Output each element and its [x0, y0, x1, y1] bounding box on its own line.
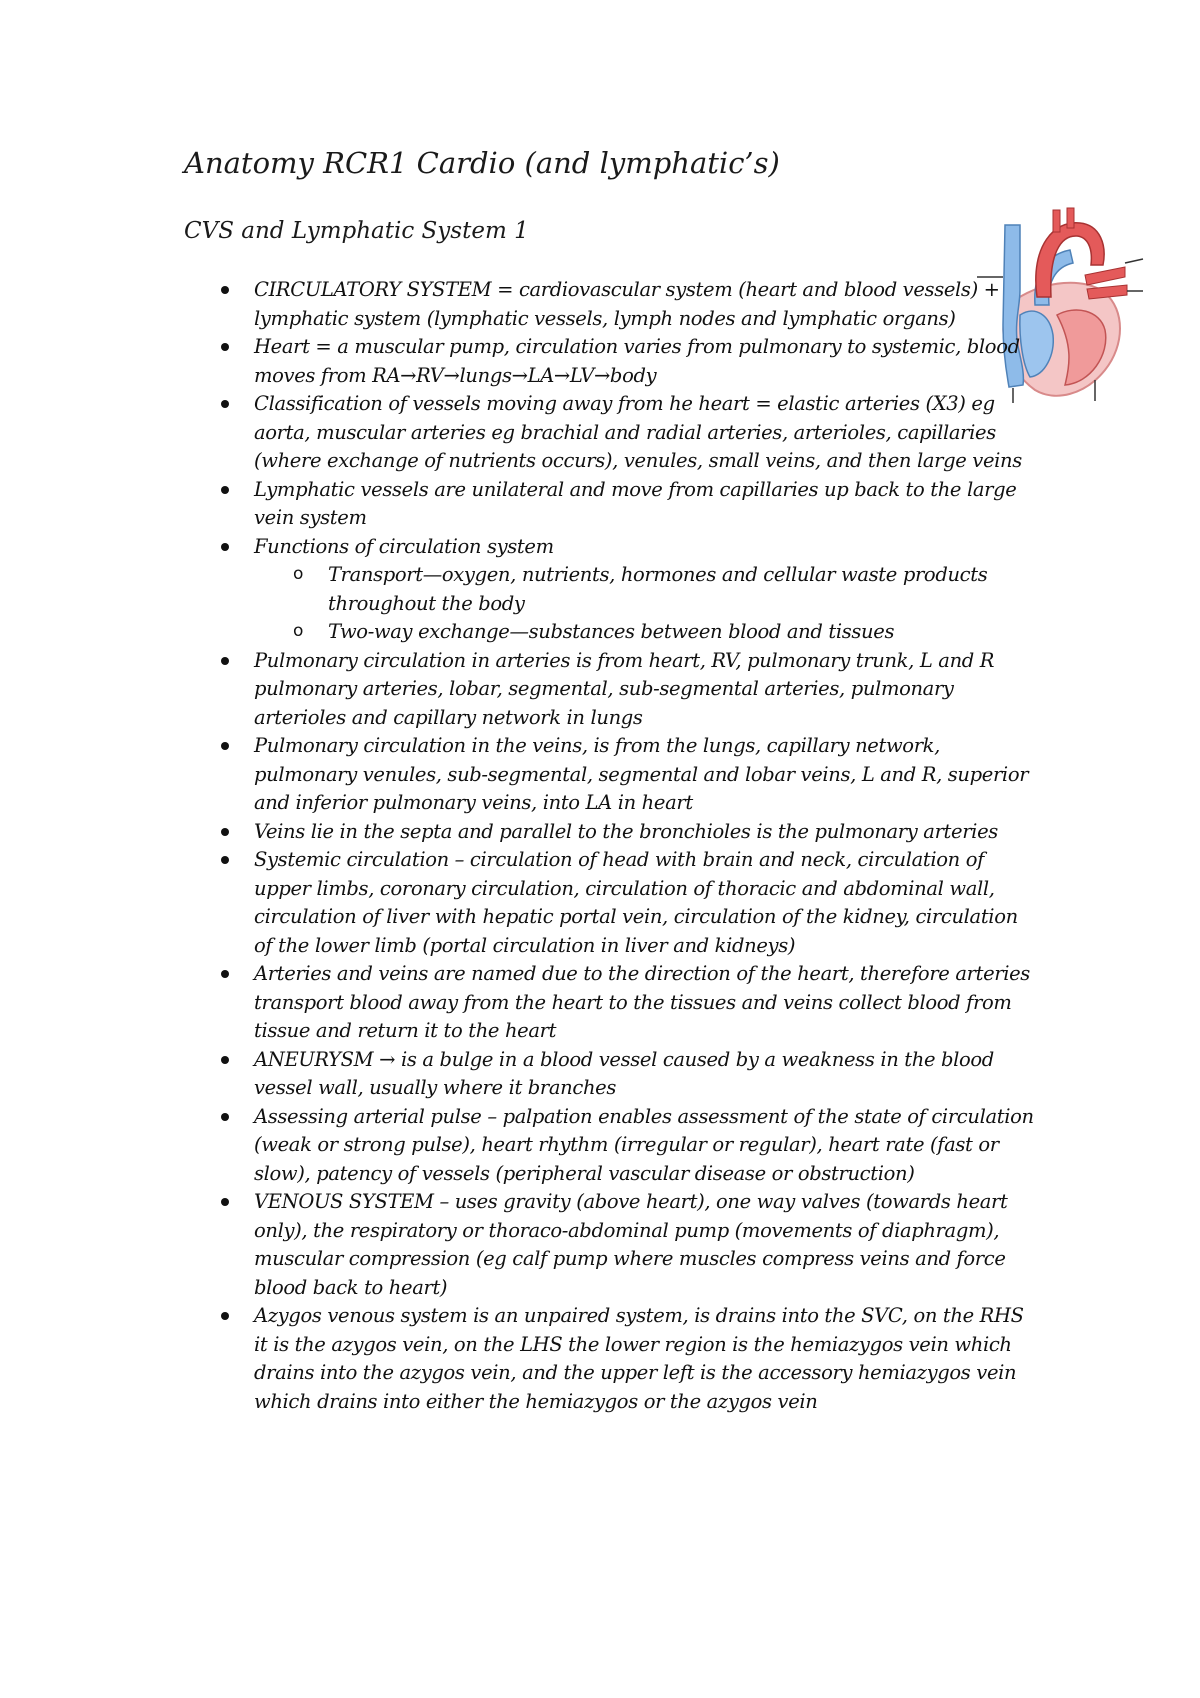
- list-item: Pulmonary circulation in the veins, is from the lungs, capillary network, pulmonary venules, sub-segmental, segmental and lobar veins, L and R, superior and inferior pulmonary veins, into LA in heart: [254, 732, 1034, 818]
- list-item: Veins lie in the septa and parallel to the bronchioles is the pulmonary arteries: [254, 818, 1034, 847]
- list-item: Pulmonary circulation in arteries is from heart, RV, pulmonary trunk, L and R pulmonary arteries, lobar, segmental, sub-segmental arteries, pulmonary arterioles and capillary network in lungs: [254, 647, 1034, 733]
- list-item: Heart = a muscular pump, circulation varies from pulmonary to systemic, blood moves from RA→RV→lungs→LA→LV→body: [254, 333, 1034, 390]
- list-item: ANEURYSM → is a bulge in a blood vessel caused by a weakness in the blood vessel wall, usually where it branches: [254, 1046, 1034, 1103]
- list-item: Lymphatic vessels are unilateral and move from capillaries up back to the large vein system: [254, 476, 1034, 533]
- list-item: Functions of circulation system: [254, 533, 1034, 562]
- sub-list-item: o Two-way exchange—substances between blood and tissues: [328, 618, 1034, 647]
- list-item: CIRCULATORY SYSTEM = cardiovascular system (heart and blood vessels) + lymphatic system (lymphatic vessels, lymph nodes and lymphatic organs): [254, 276, 1034, 333]
- document-title: Anatomy RCR1 Cardio (and lymphatic’s): [184, 146, 780, 180]
- notes-list: [254, 276, 1034, 1416]
- list-item: Systemic circulation – circulation of head with brain and neck, circulation of upper limbs, coronary circulation, circulation of thoracic and abdominal wall, circulation of liver with hepatic portal vein, circulation of the kidney, circulation of the lower limb (portal circulation in liver and kidneys): [254, 846, 1034, 960]
- list-item: Classification of vessels moving away from he heart = elastic arteries (X3) eg aorta, muscular arteries eg brachial and radial arteries, arterioles, capillaries (where exchange of nutrients occurs), venules, small veins, and then large veins: [254, 390, 1034, 476]
- list-item: Assessing arterial pulse – palpation enables assessment of the state of circulation (weak or strong pulse), heart rhythm (irregular or regular), heart rate (fast or slow), patency of vessels (peripheral vascular disease or obstruction): [254, 1103, 1034, 1189]
- sub-list-item: o Transport—oxygen, nutrients, hormones and cellular waste products throughout the body: [328, 561, 1034, 618]
- list-item: Arteries and veins are named due to the direction of the heart, therefore arteries transport blood away from the heart to the tissues and veins collect blood from tissue and return it to the heart: [254, 960, 1034, 1046]
- list-item: VENOUS SYSTEM – uses gravity (above heart), one way valves (towards heart only), the respiratory or thoraco-abdominal pump (movements of diaphragm), muscular compression (eg calf pump where muscles compress veins and force blood back to heart): [254, 1188, 1034, 1302]
- section-heading: CVS and Lymphatic System 1: [184, 218, 529, 244]
- list-item: Azygos venous system is an unpaired system, is drains into the SVC, on the RHS it is the azygos vein, on the LHS the lower region is the hemiazygos vein which drains into the azygos vein, and the upper left is the accessory hemiazygos vein which drains into either the hemiazygos or the azygos vein: [254, 1302, 1034, 1416]
